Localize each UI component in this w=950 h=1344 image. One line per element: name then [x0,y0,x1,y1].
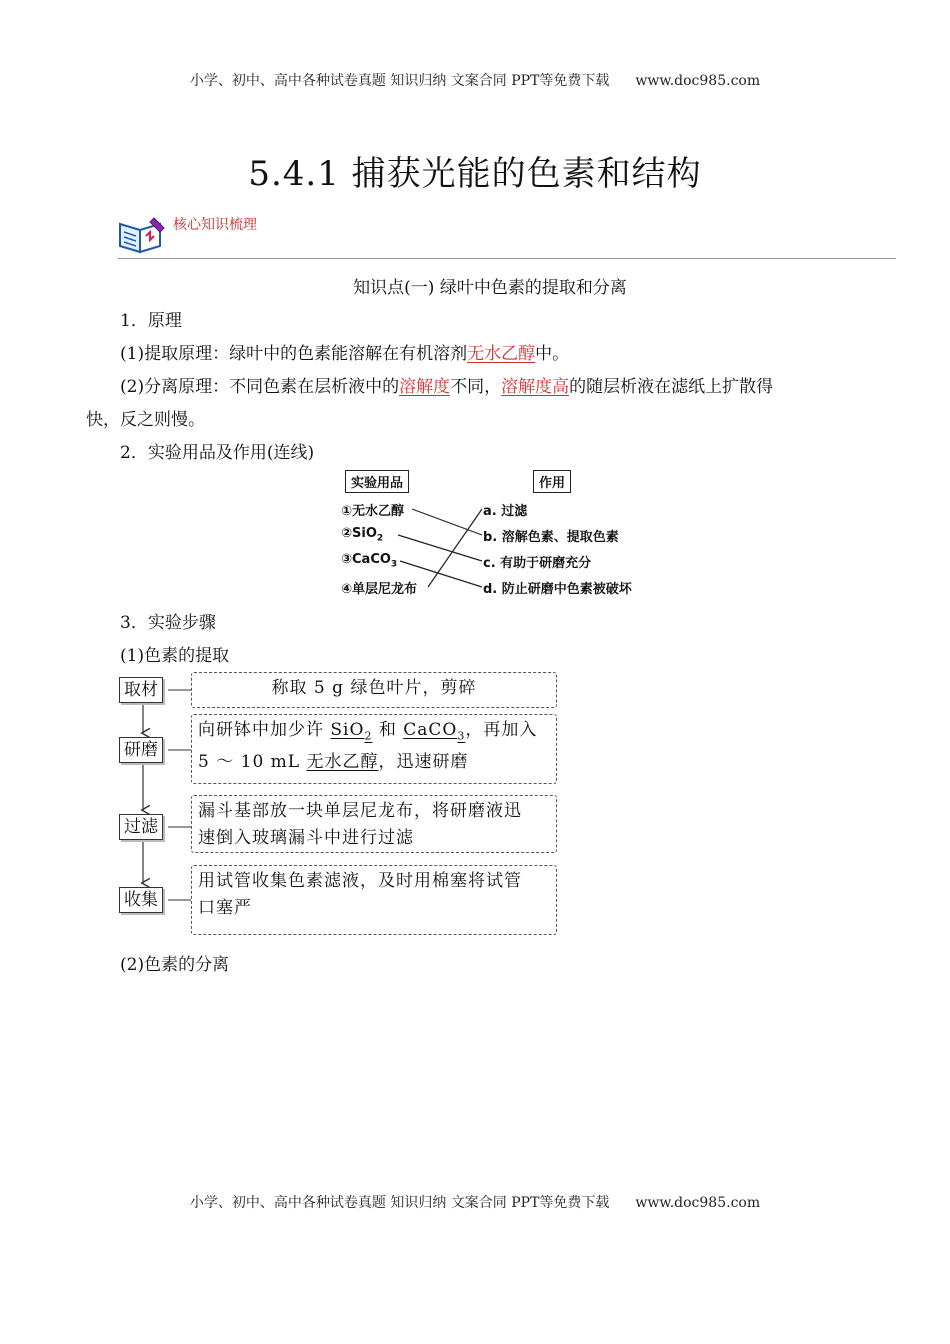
extraction-subheading: (1)色素的提取 [120,646,230,666]
material-item: ②SiO$_2$ [341,526,384,544]
step-text: 5 ～ 10 mL 无水乙醇，迅速研磨 [198,752,469,773]
step-label-grinding: 研磨 [119,737,163,763]
function-item: a. 过滤 [483,504,528,519]
step-text: 向研钵中加少许 SiO$_2$ 和 CaCO$_3$，再加入 [198,720,538,743]
separation-subheading: (2)色素的分离 [120,955,230,975]
material-item: ④单层尼龙布 [341,582,418,597]
page-title: 5.4.1 捕获光能的色素和结构 [248,154,702,194]
step-box-grinding [191,714,557,784]
answer-red: 无水乙醇 [467,344,536,364]
text: (2)分离原理：不同色素在层析液中的 [120,377,400,397]
text: (1)提取原理：绿叶中的色素能溶解在有机溶剂 [120,344,468,364]
steps-heading: 3．实验步骤 [120,613,216,633]
separation-principle-cont: 快，反之则慢。 [86,410,205,430]
footer-text: 小学、初中、高中各种试卷真题 知识归纳 文案合同 PPT等免费下载 [189,1195,610,1211]
step-text: 用试管收集色素滤液，及时用棉塞将试管 [198,871,522,891]
materials-col-header: 实验用品 [345,470,409,493]
footer-site: www.doc985.com [635,1195,761,1211]
answer-red: 溶解度高 [501,377,570,397]
step-label-collecting: 收集 [119,887,163,913]
function-col-header: 作用 [533,470,571,493]
material-item: ③CaCO$_3$ [341,552,398,570]
function-item: c. 有助于研磨充分 [483,556,592,571]
step-text: 称取 5 g 绿色叶片，剪碎 [271,678,477,698]
step-text: 速倒入玻璃漏斗中进行过滤 [198,828,414,848]
principle-heading: 1．原理 [120,311,182,331]
materials-heading: 2．实验用品及作用(连线) [120,443,315,463]
function-item: d. 防止研磨中色素被破坏 [483,582,632,597]
text: 不同， [450,377,502,397]
step-box-filtering [191,795,557,853]
header-site: www.doc985.com [635,73,761,89]
answer-red: 溶解度 [399,377,451,397]
material-item: ①无水乙醇 [341,504,405,519]
step-text: 漏斗基部放一块单层尼龙布，将研磨液迅 [198,801,522,821]
step-box-sampling [191,672,557,708]
step-label-filtering: 过滤 [119,814,163,840]
knowledge-point-title: 知识点(一) 绿叶中色素的提取和分离 [353,278,627,298]
section-label: 核心知识梳理 [173,217,257,233]
step-text: 口塞严 [198,898,252,918]
header-text: 小学、初中、高中各种试卷真题 知识归纳 文案合同 PPT等免费下载 [189,73,610,89]
page-footer [0,1192,950,1212]
step-label-sampling: 取材 [119,677,163,703]
function-item: b. 溶解色素、提取色素 [483,530,619,545]
step-box-collecting [191,865,557,935]
text: 的随层析液在滤纸上扩散得 [569,377,774,397]
text: 中。 [535,344,570,364]
